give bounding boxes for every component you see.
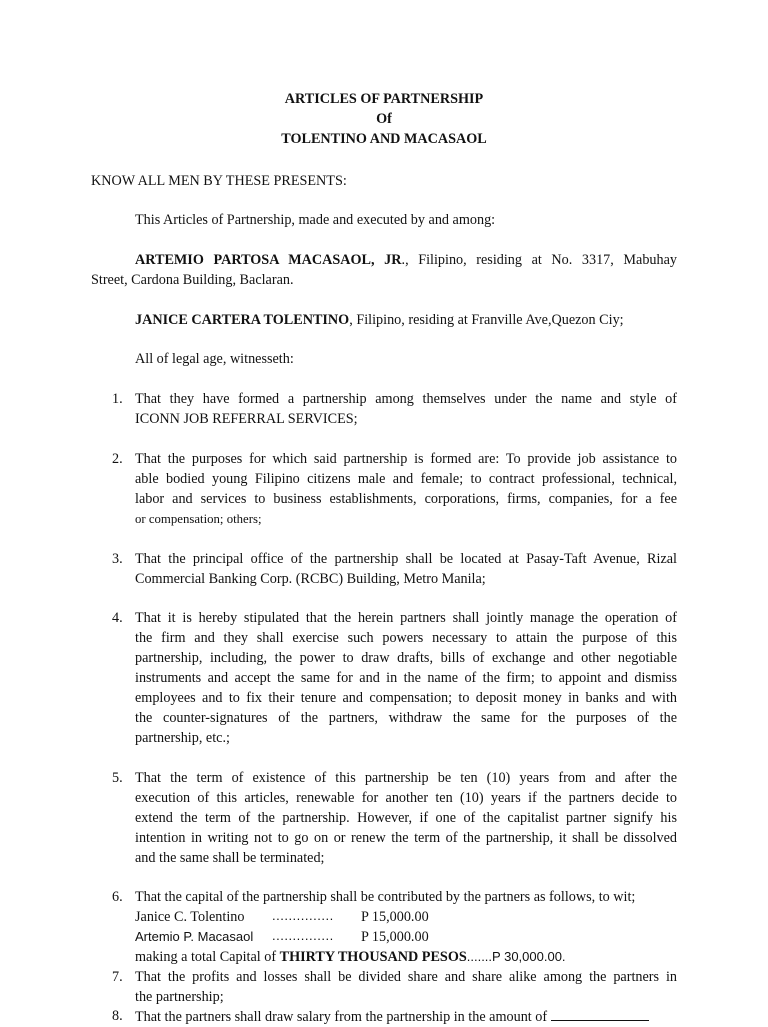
document-title-parties: TOLENTINO AND MACASAOL — [281, 131, 487, 147]
know-all-men-line: KNOW ALL MEN BY THESE PRESENTS: — [91, 173, 347, 189]
item-5-line-1: That the term of existence of this partnership be ten (10) years from and after the — [135, 770, 677, 786]
item-4-line-5: employees and to fix their tenure and compensation; to deposit money in banks and with — [135, 690, 677, 706]
item-4-line-6: the counter-signatures of the partners, withdraw the same for the purposes of the — [135, 710, 677, 726]
capital-total-prefix: making a total Capital of — [135, 949, 280, 965]
capital-row-2-amount: P 15,000.00 — [361, 929, 429, 945]
item-4-line-7: partnership, etc.; — [135, 730, 230, 746]
partner2-name: JANICE CARTERA TOLENTINO — [135, 312, 350, 328]
item-1-line-2: ICONN JOB REFERRAL SERVICES; — [135, 411, 358, 427]
item-3-line-2: Commercial Banking Corp. (RCBC) Building, Metro Manila; — [135, 571, 486, 587]
partner2-address: , Filipino, residing at Franville Ave,Quezon Ciy; — [349, 312, 624, 328]
capital-total-dots: ....... — [466, 949, 493, 964]
item-5-line-4: intention in writing not to go on or renew the term of the partnership, it shall be dissolved — [135, 830, 677, 846]
item-2-line-4: or compensation; others; — [135, 512, 262, 526]
item-2-line-1: That the purposes for which said partnership is formed are: To provide job assistance to — [135, 451, 677, 467]
item-7-line-1: That the profits and losses shall be divided share and share alike among the partners in — [135, 969, 677, 985]
item-7-line-2: the partnership; — [135, 989, 224, 1005]
capital-row-1-name: Janice C. Tolentino — [135, 909, 245, 925]
document-title: ARTICLES OF PARTNERSHIP — [284, 91, 484, 107]
item-4-line-1: That it is hereby stipulated that the herein partners shall jointly manage the operation of — [135, 610, 677, 626]
partner1-address-cont: Street, Cardona Building, Baclaran. — [91, 272, 294, 288]
partner1-line — [135, 250, 677, 270]
item-5-line-2: execution of this articles, renewable for another ten (10) years if the partners decide to — [135, 790, 677, 806]
item-number: 7. — [112, 969, 123, 985]
capital-row-1-dots: ............... — [272, 908, 334, 923]
document-title-of: Of — [376, 111, 392, 127]
item-number: 3. — [112, 551, 123, 567]
witnesseth-line: All of legal age, witnesseth: — [135, 351, 294, 367]
item-number: 5. — [112, 770, 123, 786]
item-4-line-2: the firm and they shall exercise such powers necessary to attain the purpose of this — [135, 630, 677, 646]
capital-total-line — [135, 947, 566, 967]
item-3-line-1: That the principal office of the partnership shall be located at Pasay-Taft Avenue, Rizal — [135, 551, 677, 567]
capital-total-words: THIRTY THOUSAND PESOS — [279, 949, 467, 965]
item-number: 4. — [112, 610, 123, 626]
item-5-line-5: and the same shall be terminated; — [135, 850, 325, 866]
capital-row-2-dots: ............... — [272, 928, 334, 943]
capital-row-2-name: Artemio P. Macasaol — [135, 929, 254, 944]
item-8-text: That the partners shall draw salary from the partnership in the amount of — [135, 1009, 551, 1025]
item-number: 2. — [112, 451, 123, 467]
salary-blank-line — [551, 1006, 649, 1021]
item-number: 6. — [112, 889, 123, 905]
partner1-address: ., Filipino, residing at No. 3317, Mabuhay — [401, 252, 678, 268]
capital-row-1-amount: P 15,000.00 — [361, 909, 429, 925]
partner1-name: ARTEMIO PARTOSA MACASAOL, JR — [135, 252, 402, 268]
item-5-line-3: extend the term of the partnership. However, if one of the capitalist partner signify his — [135, 810, 677, 826]
item-1-line-1: That they have formed a partnership among themselves under the name and style of — [135, 391, 677, 407]
capital-total-amount: P 30,000.00. — [492, 949, 566, 964]
item-2-line-3: labor and services to business establishments, corporations, firms, companies, for a fee — [135, 491, 677, 507]
item-2-line-2: able bodied young Filipino citizens male and female; to contract professional, technical, — [135, 471, 677, 487]
partner2-line — [135, 310, 624, 330]
item-number: 8. — [112, 1008, 123, 1024]
item-6-line-1: That the capital of the partnership shall be contributed by the partners as follows, to wit; — [135, 889, 636, 905]
made-executed-line: This Articles of Partnership, made and executed by and among: — [135, 212, 496, 228]
item-number: 1. — [112, 391, 123, 407]
item-4-line-4: instruments and accept the same for and in the name of the firm; to appoint and dismiss — [135, 670, 677, 686]
item-4-line-3: partnership, including, the power to draw drafts, bills of exchange and other negotiable — [135, 650, 677, 666]
